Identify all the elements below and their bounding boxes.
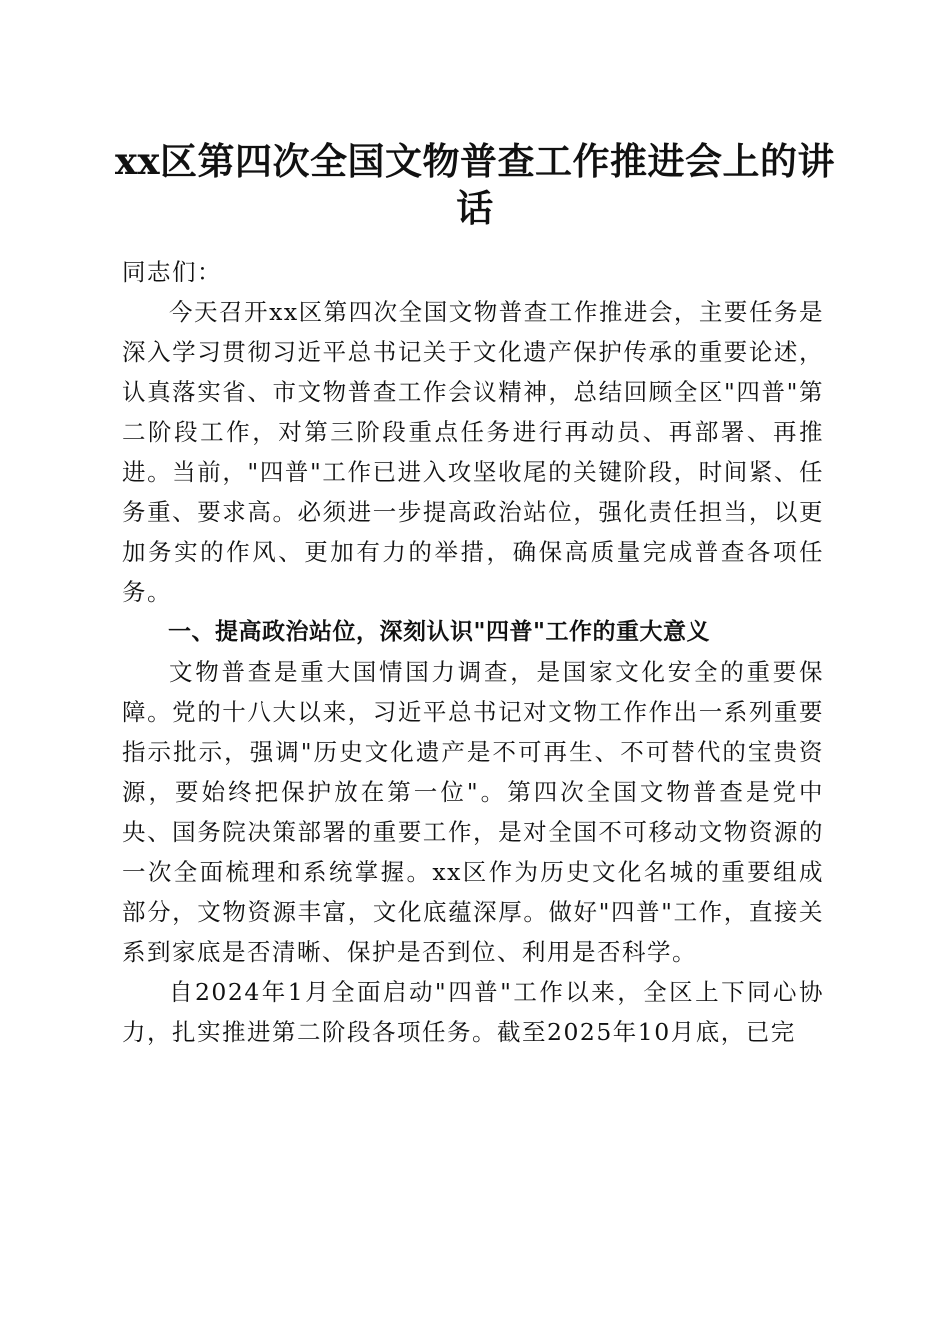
salutation: 同志们： bbox=[122, 258, 222, 286]
body-paragraph: 文物普查是重大国情国力调查，是国家文化安全的重要保障。党的十八大以来，习近平总书记对文物工作作出一系列重要指示批示，强调"历史文化遗产是不可再生、不可替代的宝贵资源，要始终把保护放在第一位"。第四次全国文物普查是党中央、国务院决策部署的重要工作，是对全国不可移动文物资源的一次全面梳理和系统掌握。xx区作为历史文化名城的重要组成部分，文物资源丰富，文化底蕴深厚。做好"四普"工作，直接关系到家底是否清晰、保护是否到位、利用是否科学。 bbox=[122, 658, 824, 966]
document-body bbox=[122, 252, 824, 1052]
section-heading: 一、提高政治站位，深刻认识"四普"工作的重大意义 bbox=[168, 619, 710, 645]
document-title: xx区第四次全国文物普查工作推进会上的讲话 bbox=[114, 139, 836, 230]
body-paragraph: 自2024年1月全面启动"四普"工作以来，全区上下同心协力，扎实推进第二阶段各项任务。截至2025年10月底，已完 bbox=[122, 978, 824, 1046]
intro-paragraph: 今天召开xx区第四次全国文物普查工作推进会，主要任务是深入学习贯彻习近平总书记关于文化遗产保护传承的重要论述，认真落实省、市文物普查工作会议精神，总结回顾全区"四普"第二阶段工作，对第三阶段重点任务进行再动员、再部署、再推进。当前，"四普"工作已进入攻坚收尾的关键阶段，时间紧、任务重、要求高。必须进一步提高政治站位，强化责任担当，以更加务实的作风、更加有力的举措，确保高质量完成普查各项任务。 bbox=[122, 298, 824, 606]
